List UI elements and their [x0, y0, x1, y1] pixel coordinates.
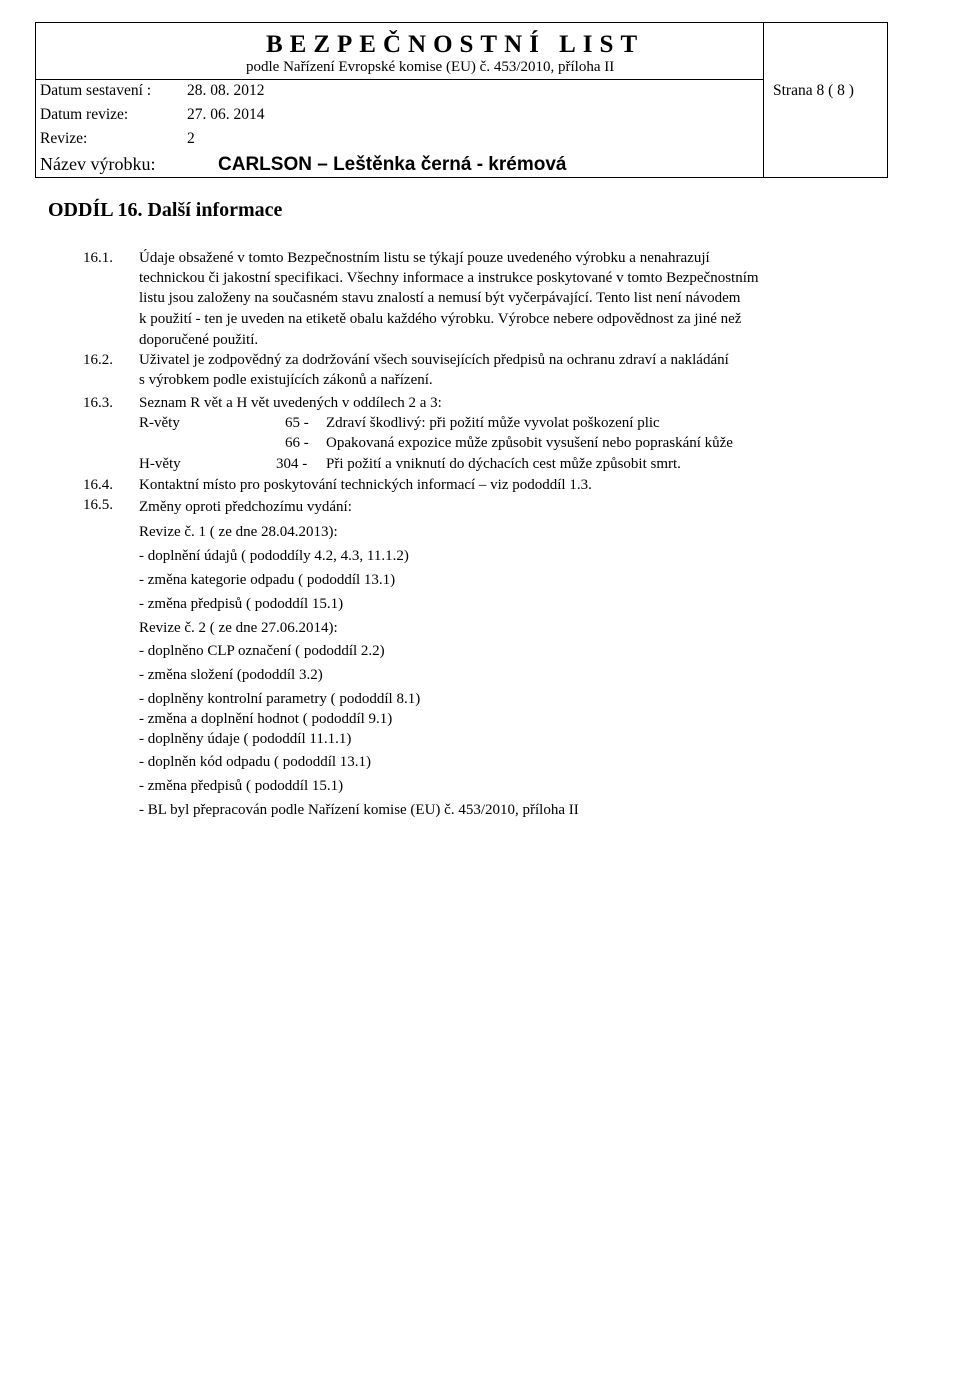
document-title: BEZPEČNOSTNÍ LIST	[266, 31, 645, 58]
paragraph-line: Uživatel je zodpovědný za dodržování všech souvisejících předpisů na ochranu zdraví a nakládání	[139, 352, 729, 368]
change-item: - změna předpisů ( pododdíl 15.1)	[139, 596, 344, 612]
revize-label: Revize:	[40, 130, 88, 147]
datum-sestaveni-value: 28. 08. 2012	[187, 82, 265, 99]
revize-value: 2	[187, 130, 195, 147]
change-item: - změna složení (pododdíl 3.2)	[139, 667, 323, 683]
phrase-code: 66 -	[285, 435, 309, 451]
paragraph-number: 16.3.	[83, 395, 113, 411]
r-phrases-label: R-věty	[139, 415, 180, 431]
paragraph-line: Seznam R vět a H vět uvedených v oddílech 2 a 3:	[139, 395, 442, 411]
header-divider-horizontal	[36, 79, 763, 80]
paragraph-line: doporučené použití.	[139, 332, 259, 348]
document-subtitle: podle Nařízení Evropské komise (EU) č. 453/2010, příloha II	[246, 59, 615, 75]
phrase-text: Zdraví škodlivý: při požití může vyvolat poškození plic	[326, 415, 660, 431]
change-item: - doplněny údaje ( pododdíl 11.1.1)	[139, 731, 352, 747]
change-item: - doplněny kontrolní parametry ( pododdíl 8.1)	[139, 691, 421, 707]
change-item: - změna kategorie odpadu ( pododdíl 13.1)	[139, 572, 396, 588]
datum-sestaveni-label: Datum sestavení :	[40, 82, 152, 99]
paragraph-number: 16.1.	[83, 250, 113, 266]
datum-revize-value: 27. 06. 2014	[187, 106, 265, 123]
page-number: Strana 8 ( 8 )	[773, 82, 854, 99]
change-item: - změna a doplnění hodnot ( pododdíl 9.1)	[139, 711, 393, 727]
product-name-label: Název výrobku:	[40, 154, 156, 174]
phrase-text: Při požití a vniknutí do dýchacích cest může způsobit smrt.	[326, 456, 681, 472]
change-item: - doplněn kód odpadu ( pododdíl 13.1)	[139, 754, 372, 770]
change-item: - BL byl přepracován podle Nařízení komise (EU) č. 453/2010, příloha II	[139, 802, 579, 818]
paragraph-number: 16.5.	[83, 497, 113, 513]
document-header	[35, 22, 888, 178]
phrase-code: 65 -	[285, 415, 309, 431]
paragraph-line: Údaje obsažené v tomto Bezpečnostním listu se týkají pouze uvedeného výrobku a nenahrazují	[139, 250, 710, 266]
change-item: - změna předpisů ( pododdíl 15.1)	[139, 778, 344, 794]
paragraph-number: 16.4.	[83, 477, 113, 493]
phrase-text: Opakovaná expozice může způsobit vysušení nebo popraskání kůže	[326, 435, 733, 451]
section-title: ODDÍL 16. Další informace	[48, 199, 283, 221]
paragraph-line: k použití - ten je uveden na etiketě obalu každého výrobku. Výrobce nebere odpovědnost za jiné než	[139, 311, 742, 327]
datum-revize-label: Datum revize:	[40, 106, 129, 123]
paragraph-number: 16.2.	[83, 352, 113, 368]
phrase-code: 304 -	[276, 456, 308, 472]
paragraph-line: technickou či jakostní specifikaci. Všechny informace a instrukce poskytované v tomto Bezpečnostním	[139, 270, 759, 286]
change-item: - doplněno CLP označení ( pododdíl 2.2)	[139, 643, 385, 659]
paragraph-line: listu jsou založeny na současném stavu znalostí a nemusí být vyčerpávající. Tento list není návodem	[139, 290, 741, 306]
paragraph-line: s výrobkem podle existujících zákonů a nařízení.	[139, 372, 433, 388]
h-phrases-label: H-věty	[139, 456, 181, 472]
paragraph-line: Změny oproti předchozímu vydání:	[139, 499, 352, 515]
paragraph-line: Kontaktní místo pro poskytování technických informací – viz pododdíl 1.3.	[139, 477, 592, 493]
change-item: Revize č. 1 ( ze dne 28.04.2013):	[139, 524, 338, 540]
header-divider-vertical	[763, 23, 764, 177]
change-item: Revize č. 2 ( ze dne 27.06.2014):	[139, 620, 338, 636]
product-name: CARLSON – Leštěnka černá - krémová	[218, 154, 567, 175]
change-item: - doplnění údajů ( pododdíly 4.2, 4.3, 11.1.2)	[139, 548, 409, 564]
